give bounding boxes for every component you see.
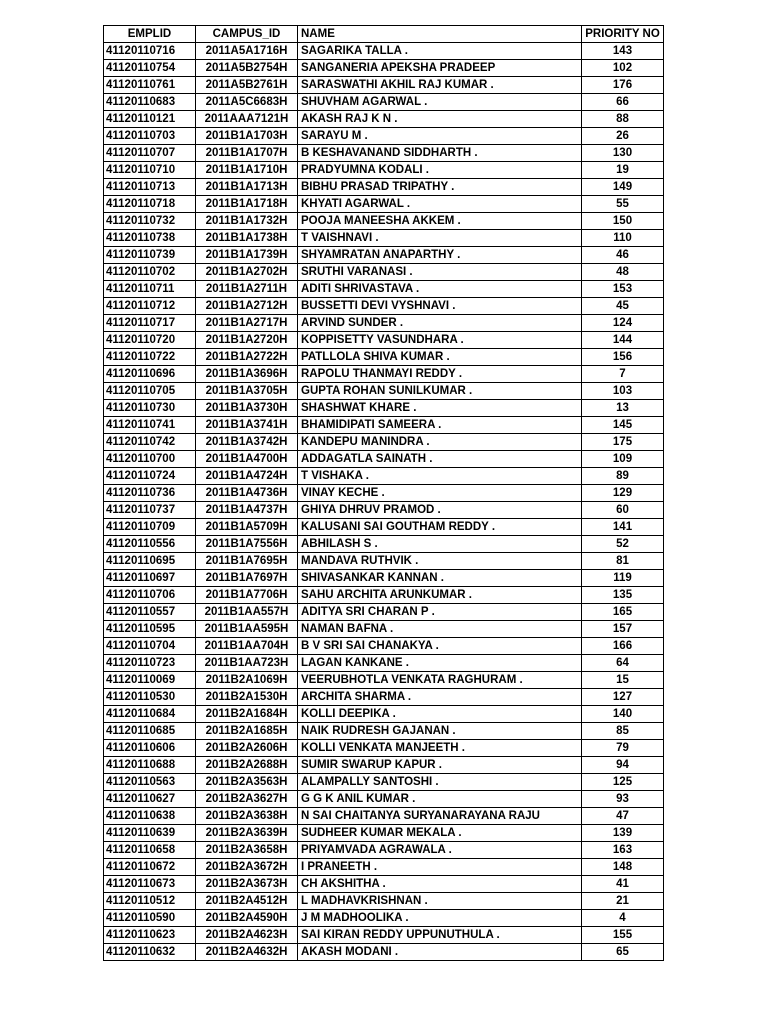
- priority-no-cell[interactable]: 26: [582, 128, 664, 145]
- table-row: [104, 349, 664, 366]
- emplid-cell[interactable]: 41120110683: [104, 94, 196, 111]
- name-cell[interactable]: PRADYUMNA KODALI .: [298, 162, 582, 179]
- priority-no-cell[interactable]: 119: [582, 570, 664, 587]
- table-row: [104, 128, 664, 145]
- header-name[interactable]: NAME: [298, 26, 582, 43]
- emplid-cell[interactable]: 41120110724: [104, 468, 196, 485]
- campus-id-cell[interactable]: 2011B2A1684H: [196, 706, 298, 723]
- table-row: [104, 94, 664, 111]
- priority-no-cell[interactable]: 165: [582, 604, 664, 621]
- campus-id-cell[interactable]: 2011B1A2720H: [196, 332, 298, 349]
- emplid-cell[interactable]: 41120110685: [104, 723, 196, 740]
- name-cell[interactable]: I PRANEETH .: [298, 859, 582, 876]
- emplid-cell[interactable]: 41120110741: [104, 417, 196, 434]
- table-header: [104, 26, 664, 43]
- priority-no-cell[interactable]: 130: [582, 145, 664, 162]
- table-row: [104, 247, 664, 264]
- table-row: [104, 111, 664, 128]
- name-cell[interactable]: MANDAVA RUTHVIK .: [298, 553, 582, 570]
- table-row: [104, 162, 664, 179]
- spreadsheet-sheet: [103, 25, 663, 961]
- priority-no-cell[interactable]: 21: [582, 893, 664, 910]
- emplid-cell[interactable]: 41120110707: [104, 145, 196, 162]
- name-cell[interactable]: BUSSETTI DEVI VYSHNAVI .: [298, 298, 582, 315]
- emplid-cell[interactable]: 41120110720: [104, 332, 196, 349]
- priority-no-cell[interactable]: 125: [582, 774, 664, 791]
- priority-no-cell[interactable]: 13: [582, 400, 664, 417]
- priority-no-cell[interactable]: 46: [582, 247, 664, 264]
- campus-id-cell[interactable]: 2011B2A3658H: [196, 842, 298, 859]
- name-cell[interactable]: SARASWATHI AKHIL RAJ KUMAR .: [298, 77, 582, 94]
- student-priority-table: [103, 25, 664, 961]
- priority-no-cell[interactable]: 141: [582, 519, 664, 536]
- campus-id-cell[interactable]: 2011B2A4590H: [196, 910, 298, 927]
- campus-id-cell[interactable]: 2011B1A1732H: [196, 213, 298, 230]
- name-cell[interactable]: SUMIR SWARUP KAPUR .: [298, 757, 582, 774]
- emplid-cell[interactable]: 41120110703: [104, 128, 196, 145]
- campus-id-cell[interactable]: 2011B1A4700H: [196, 451, 298, 468]
- priority-no-cell[interactable]: 175: [582, 434, 664, 451]
- priority-no-cell[interactable]: 149: [582, 179, 664, 196]
- campus-id-cell[interactable]: 2011B2A1069H: [196, 672, 298, 689]
- table-row: [104, 706, 664, 723]
- name-cell[interactable]: B V SRI SAI CHANAKYA .: [298, 638, 582, 655]
- campus-id-cell[interactable]: 2011B2A4623H: [196, 927, 298, 944]
- emplid-cell[interactable]: 41120110761: [104, 77, 196, 94]
- emplid-cell[interactable]: 41120110638: [104, 808, 196, 825]
- emplid-cell[interactable]: 41120110702: [104, 264, 196, 281]
- emplid-cell[interactable]: 41120110556: [104, 536, 196, 553]
- priority-no-cell[interactable]: 150: [582, 213, 664, 230]
- campus-id-cell[interactable]: 2011B1A2712H: [196, 298, 298, 315]
- priority-no-cell[interactable]: 64: [582, 655, 664, 672]
- table-row: [104, 808, 664, 825]
- emplid-cell[interactable]: 41120110606: [104, 740, 196, 757]
- campus-id-cell[interactable]: 2011B2A4632H: [196, 944, 298, 961]
- name-cell[interactable]: SAI KIRAN REDDY UPPUNUTHULA .: [298, 927, 582, 944]
- name-cell[interactable]: SAGARIKA TALLA .: [298, 43, 582, 60]
- campus-id-cell[interactable]: 2011B1A1703H: [196, 128, 298, 145]
- table-row: [104, 519, 664, 536]
- name-cell[interactable]: KOLLI DEEPIKA .: [298, 706, 582, 723]
- campus-id-cell[interactable]: 2011B1A1707H: [196, 145, 298, 162]
- priority-no-cell[interactable]: 65: [582, 944, 664, 961]
- table-row: [104, 332, 664, 349]
- name-cell[interactable]: LAGAN KANKANE .: [298, 655, 582, 672]
- emplid-cell[interactable]: 41120110706: [104, 587, 196, 604]
- name-cell[interactable]: PRIYAMVADA AGRAWALA .: [298, 842, 582, 859]
- priority-no-cell[interactable]: 110: [582, 230, 664, 247]
- table-row: [104, 417, 664, 434]
- priority-no-cell[interactable]: 19: [582, 162, 664, 179]
- name-cell[interactable]: SUDHEER KUMAR MEKALA .: [298, 825, 582, 842]
- name-cell[interactable]: KOPPISETTY VASUNDHARA .: [298, 332, 582, 349]
- table-row: [104, 451, 664, 468]
- name-cell[interactable]: SAHU ARCHITA ARUNKUMAR .: [298, 587, 582, 604]
- table-row: [104, 264, 664, 281]
- emplid-cell[interactable]: 41120110672: [104, 859, 196, 876]
- campus-id-cell[interactable]: 2011B1A2717H: [196, 315, 298, 332]
- priority-no-cell[interactable]: 85: [582, 723, 664, 740]
- priority-no-cell[interactable]: 176: [582, 77, 664, 94]
- priority-no-cell[interactable]: 41: [582, 876, 664, 893]
- campus-id-cell[interactable]: 2011B1A3742H: [196, 434, 298, 451]
- table-row: [104, 910, 664, 927]
- campus-id-cell[interactable]: 2011B1A2722H: [196, 349, 298, 366]
- emplid-cell[interactable]: 41120110530: [104, 689, 196, 706]
- table-row: [104, 485, 664, 502]
- emplid-cell[interactable]: 41120110673: [104, 876, 196, 893]
- campus-id-cell[interactable]: 2011B2A2606H: [196, 740, 298, 757]
- priority-no-cell[interactable]: 102: [582, 60, 664, 77]
- campus-id-cell[interactable]: 2011B2A1530H: [196, 689, 298, 706]
- campus-id-cell[interactable]: 2011B1A3730H: [196, 400, 298, 417]
- priority-no-cell[interactable]: 93: [582, 791, 664, 808]
- table-row: [104, 77, 664, 94]
- emplid-cell[interactable]: 41120110684: [104, 706, 196, 723]
- priority-no-cell[interactable]: 45: [582, 298, 664, 315]
- emplid-cell[interactable]: 41120110557: [104, 604, 196, 621]
- emplid-cell[interactable]: 41120110696: [104, 366, 196, 383]
- campus-id-cell[interactable]: 2011B1A3696H: [196, 366, 298, 383]
- campus-id-cell[interactable]: 2011B1A1710H: [196, 162, 298, 179]
- priority-no-cell[interactable]: 7: [582, 366, 664, 383]
- name-cell[interactable]: ADITYA SRI CHARAN P .: [298, 604, 582, 621]
- campus-id-cell[interactable]: 2011B2A3673H: [196, 876, 298, 893]
- priority-no-cell[interactable]: 47: [582, 808, 664, 825]
- table-row: [104, 60, 664, 77]
- priority-no-cell[interactable]: 163: [582, 842, 664, 859]
- campus-id-cell[interactable]: 2011A5B2754H: [196, 60, 298, 77]
- campus-id-cell[interactable]: 2011B1A5709H: [196, 519, 298, 536]
- header-priority-no[interactable]: PRIORITY NO: [582, 26, 664, 43]
- name-cell[interactable]: NAIK RUDRESH GAJANAN .: [298, 723, 582, 740]
- emplid-cell[interactable]: 41120110732: [104, 213, 196, 230]
- table-row: [104, 179, 664, 196]
- priority-no-cell[interactable]: 156: [582, 349, 664, 366]
- table-row: [104, 621, 664, 638]
- table-body: [104, 43, 664, 961]
- campus-id-cell[interactable]: 2011B1A1713H: [196, 179, 298, 196]
- name-cell[interactable]: BIBHU PRASAD TRIPATHY .: [298, 179, 582, 196]
- campus-id-cell[interactable]: 2011B1A7697H: [196, 570, 298, 587]
- campus-id-cell[interactable]: 2011B1AA704H: [196, 638, 298, 655]
- priority-no-cell[interactable]: 48: [582, 264, 664, 281]
- table-row: [104, 400, 664, 417]
- table-row: [104, 434, 664, 451]
- emplid-cell[interactable]: 41120110658: [104, 842, 196, 859]
- priority-no-cell[interactable]: 81: [582, 553, 664, 570]
- header-emplid[interactable]: EMPLID: [104, 26, 196, 43]
- table-row: [104, 655, 664, 672]
- name-cell[interactable]: SRUTHI VARANASI .: [298, 264, 582, 281]
- emplid-cell[interactable]: 41120110512: [104, 893, 196, 910]
- emplid-cell[interactable]: 41120110595: [104, 621, 196, 638]
- campus-id-cell[interactable]: 2011B1A7695H: [196, 553, 298, 570]
- campus-id-cell[interactable]: 2011B1A4724H: [196, 468, 298, 485]
- emplid-cell[interactable]: 41120110563: [104, 774, 196, 791]
- name-cell[interactable]: ARCHITA SHARMA .: [298, 689, 582, 706]
- name-cell[interactable]: RAPOLU THANMAYI REDDY .: [298, 366, 582, 383]
- name-cell[interactable]: PATLLOLA SHIVA KUMAR .: [298, 349, 582, 366]
- priority-no-cell[interactable]: 155: [582, 927, 664, 944]
- name-cell[interactable]: SANGANERIA APEKSHA PRADEEP: [298, 60, 582, 77]
- campus-id-cell[interactable]: 2011B1A7556H: [196, 536, 298, 553]
- campus-id-cell[interactable]: 2011B1A7706H: [196, 587, 298, 604]
- emplid-cell[interactable]: 41120110713: [104, 179, 196, 196]
- emplid-cell[interactable]: 41120110705: [104, 383, 196, 400]
- name-cell[interactable]: J M MADHOOLIKA .: [298, 910, 582, 927]
- emplid-cell[interactable]: 41120110700: [104, 451, 196, 468]
- emplid-cell[interactable]: 41120110723: [104, 655, 196, 672]
- priority-no-cell[interactable]: 124: [582, 315, 664, 332]
- table-row: [104, 689, 664, 706]
- table-row: [104, 230, 664, 247]
- table-row: [104, 757, 664, 774]
- emplid-cell[interactable]: 41120110069: [104, 672, 196, 689]
- priority-no-cell[interactable]: 55: [582, 196, 664, 213]
- campus-id-cell[interactable]: 2011B2A3627H: [196, 791, 298, 808]
- name-cell[interactable]: KALUSANI SAI GOUTHAM REDDY .: [298, 519, 582, 536]
- name-cell[interactable]: KOLLI VENKATA MANJEETH .: [298, 740, 582, 757]
- campus-id-cell[interactable]: 2011B1AA723H: [196, 655, 298, 672]
- name-cell[interactable]: NAMAN BAFNA .: [298, 621, 582, 638]
- name-cell[interactable]: SARAYU M .: [298, 128, 582, 145]
- name-cell[interactable]: BHAMIDIPATI SAMEERA .: [298, 417, 582, 434]
- priority-no-cell[interactable]: 66: [582, 94, 664, 111]
- emplid-cell[interactable]: 41120110711: [104, 281, 196, 298]
- priority-no-cell[interactable]: 166: [582, 638, 664, 655]
- name-cell[interactable]: VINAY KECHE .: [298, 485, 582, 502]
- table-row: [104, 43, 664, 60]
- table-row: [104, 944, 664, 961]
- campus-id-cell[interactable]: 2011B2A3672H: [196, 859, 298, 876]
- emplid-cell[interactable]: 41120110709: [104, 519, 196, 536]
- table-row: [104, 468, 664, 485]
- campus-id-cell[interactable]: 2011A5B2761H: [196, 77, 298, 94]
- priority-no-cell[interactable]: 109: [582, 451, 664, 468]
- table-row: [104, 927, 664, 944]
- priority-no-cell[interactable]: 94: [582, 757, 664, 774]
- campus-id-cell[interactable]: 2011B1A1738H: [196, 230, 298, 247]
- table-row: [104, 672, 664, 689]
- table-row: [104, 859, 664, 876]
- emplid-cell[interactable]: 41120110627: [104, 791, 196, 808]
- name-cell[interactable]: N SAI CHAITANYA SURYANARAYANA RAJU: [298, 808, 582, 825]
- campus-id-cell[interactable]: 2011B1A4736H: [196, 485, 298, 502]
- table-row: [104, 145, 664, 162]
- table-row: [104, 774, 664, 791]
- name-cell[interactable]: SHASHWAT KHARE .: [298, 400, 582, 417]
- campus-id-cell[interactable]: 2011B1A3741H: [196, 417, 298, 434]
- priority-no-cell[interactable]: 144: [582, 332, 664, 349]
- name-cell[interactable]: GHIYA DHRUV PRAMOD .: [298, 502, 582, 519]
- name-cell[interactable]: SHUVHAM AGARWAL .: [298, 94, 582, 111]
- emplid-cell[interactable]: 41120110754: [104, 60, 196, 77]
- name-cell[interactable]: L MADHAVKRISHNAN .: [298, 893, 582, 910]
- campus-id-cell[interactable]: 2011B1AA595H: [196, 621, 298, 638]
- priority-no-cell[interactable]: 157: [582, 621, 664, 638]
- name-cell[interactable]: SHIVASANKAR KANNAN .: [298, 570, 582, 587]
- table-row: [104, 876, 664, 893]
- priority-no-cell[interactable]: 145: [582, 417, 664, 434]
- priority-no-cell[interactable]: 79: [582, 740, 664, 757]
- name-cell[interactable]: SHYAMRATAN ANAPARTHY .: [298, 247, 582, 264]
- table-row: [104, 281, 664, 298]
- campus-id-cell[interactable]: 2011B1AA557H: [196, 604, 298, 621]
- table-row: [104, 366, 664, 383]
- emplid-cell[interactable]: 41120110712: [104, 298, 196, 315]
- priority-no-cell[interactable]: 4: [582, 910, 664, 927]
- name-cell[interactable]: ADDAGATLA SAINATH .: [298, 451, 582, 468]
- emplid-cell[interactable]: 41120110730: [104, 400, 196, 417]
- name-cell[interactable]: B KESHAVANAND SIDDHARTH .: [298, 145, 582, 162]
- emplid-cell[interactable]: 41120110639: [104, 825, 196, 842]
- priority-no-cell[interactable]: 88: [582, 111, 664, 128]
- emplid-cell[interactable]: 41120110739: [104, 247, 196, 264]
- emplid-cell[interactable]: 41120110697: [104, 570, 196, 587]
- emplid-cell[interactable]: 41120110688: [104, 757, 196, 774]
- emplid-cell[interactable]: 41120110742: [104, 434, 196, 451]
- table-row: [104, 825, 664, 842]
- emplid-cell[interactable]: 41120110736: [104, 485, 196, 502]
- emplid-cell[interactable]: 41120110623: [104, 927, 196, 944]
- name-cell[interactable]: KHYATI AGARWAL .: [298, 196, 582, 213]
- priority-no-cell[interactable]: 15: [582, 672, 664, 689]
- emplid-cell[interactable]: 41120110717: [104, 315, 196, 332]
- emplid-cell[interactable]: 41120110716: [104, 43, 196, 60]
- campus-id-cell[interactable]: 2011B1A2711H: [196, 281, 298, 298]
- table-row: [104, 383, 664, 400]
- emplid-cell[interactable]: 41120110590: [104, 910, 196, 927]
- table-row: [104, 536, 664, 553]
- table-row: [104, 213, 664, 230]
- emplid-cell[interactable]: 41120110738: [104, 230, 196, 247]
- campus-id-cell[interactable]: 2011B1A4737H: [196, 502, 298, 519]
- priority-no-cell[interactable]: 153: [582, 281, 664, 298]
- campus-id-cell[interactable]: 2011B2A4512H: [196, 893, 298, 910]
- name-cell[interactable]: VEERUBHOTLA VENKATA RAGHURAM .: [298, 672, 582, 689]
- emplid-cell[interactable]: 41120110695: [104, 553, 196, 570]
- priority-no-cell[interactable]: 60: [582, 502, 664, 519]
- name-cell[interactable]: ADITI SHRIVASTAVA .: [298, 281, 582, 298]
- name-cell[interactable]: KANDEPU MANINDRA .: [298, 434, 582, 451]
- name-cell[interactable]: ABHILASH S .: [298, 536, 582, 553]
- table-row: [104, 587, 664, 604]
- table-row: [104, 570, 664, 587]
- priority-no-cell[interactable]: 135: [582, 587, 664, 604]
- priority-no-cell[interactable]: 127: [582, 689, 664, 706]
- name-cell[interactable]: T VISHAKA .: [298, 468, 582, 485]
- table-row: [104, 604, 664, 621]
- campus-id-cell[interactable]: 2011B2A3639H: [196, 825, 298, 842]
- emplid-cell[interactable]: 41120110718: [104, 196, 196, 213]
- table-row: [104, 502, 664, 519]
- emplid-cell[interactable]: 41120110737: [104, 502, 196, 519]
- header-row: [104, 26, 664, 43]
- table-row: [104, 723, 664, 740]
- campus-id-cell[interactable]: 2011B1A1739H: [196, 247, 298, 264]
- priority-no-cell[interactable]: 140: [582, 706, 664, 723]
- campus-id-cell[interactable]: 2011B2A3563H: [196, 774, 298, 791]
- name-cell[interactable]: AKASH RAJ K N .: [298, 111, 582, 128]
- emplid-cell[interactable]: 41120110632: [104, 944, 196, 961]
- priority-no-cell[interactable]: 52: [582, 536, 664, 553]
- emplid-cell[interactable]: 41120110722: [104, 349, 196, 366]
- priority-no-cell[interactable]: 129: [582, 485, 664, 502]
- campus-id-cell[interactable]: 2011B2A3638H: [196, 808, 298, 825]
- table-row: [104, 638, 664, 655]
- campus-id-cell[interactable]: 2011B1A3705H: [196, 383, 298, 400]
- table-row: [104, 553, 664, 570]
- campus-id-cell[interactable]: 2011A5A1716H: [196, 43, 298, 60]
- name-cell[interactable]: G G K ANIL KUMAR .: [298, 791, 582, 808]
- priority-no-cell[interactable]: 89: [582, 468, 664, 485]
- table-row: [104, 893, 664, 910]
- table-row: [104, 315, 664, 332]
- emplid-cell[interactable]: 41120110704: [104, 638, 196, 655]
- name-cell[interactable]: GUPTA ROHAN SUNILKUMAR .: [298, 383, 582, 400]
- table-row: [104, 791, 664, 808]
- priority-no-cell[interactable]: 139: [582, 825, 664, 842]
- priority-no-cell[interactable]: 103: [582, 383, 664, 400]
- table-row: [104, 740, 664, 757]
- campus-id-cell[interactable]: 2011B2A1685H: [196, 723, 298, 740]
- name-cell[interactable]: ARVIND SUNDER .: [298, 315, 582, 332]
- name-cell[interactable]: CH AKSHITHA .: [298, 876, 582, 893]
- emplid-cell[interactable]: 41120110710: [104, 162, 196, 179]
- table-row: [104, 196, 664, 213]
- name-cell[interactable]: POOJA MANEESHA AKKEM .: [298, 213, 582, 230]
- emplid-cell[interactable]: 41120110121: [104, 111, 196, 128]
- priority-no-cell[interactable]: 143: [582, 43, 664, 60]
- name-cell[interactable]: T VAISHNAVI .: [298, 230, 582, 247]
- name-cell[interactable]: ALAMPALLY SANTOSHI .: [298, 774, 582, 791]
- table-row: [104, 298, 664, 315]
- table-row: [104, 842, 664, 859]
- campus-id-cell[interactable]: 2011A5C6683H: [196, 94, 298, 111]
- campus-id-cell[interactable]: 2011B1A1718H: [196, 196, 298, 213]
- name-cell[interactable]: AKASH MODANI .: [298, 944, 582, 961]
- campus-id-cell[interactable]: 2011B2A2688H: [196, 757, 298, 774]
- header-campus-id[interactable]: CAMPUS_ID: [196, 26, 298, 43]
- campus-id-cell[interactable]: 2011AAA7121H: [196, 111, 298, 128]
- priority-no-cell[interactable]: 148: [582, 859, 664, 876]
- campus-id-cell[interactable]: 2011B1A2702H: [196, 264, 298, 281]
